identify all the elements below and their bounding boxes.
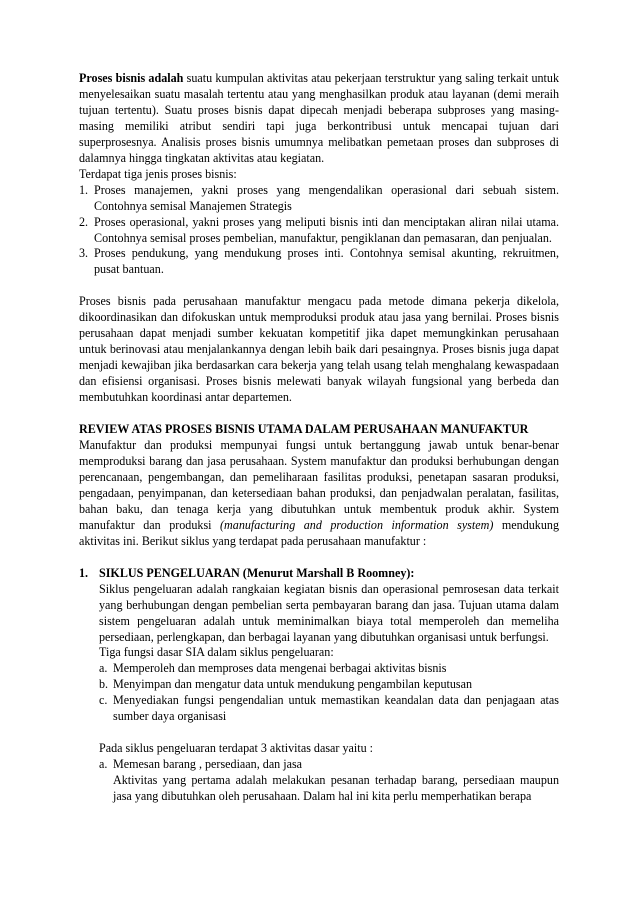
function-text: Menyimpan dan mengatur data untuk mendukung pengambilan keputusan: [113, 677, 473, 692]
section-paragraph: Siklus pengeluaran adalah rangkaian kegiatan bisnis dan operasional pemrosesan data terkait yang berhubungan dengan pembelian serta pembayaran barang dan jasa. Tujuan utama dalam sistem pengeluaran adalah untuk meminimalkan biaya total memperoleh dan memeliha persediaan, perlengkapan, dan berbagai layanan yang dibutuhkan organisasi untuk berfungsi.: [99, 581, 559, 644]
function-item: [99, 661, 559, 677]
activity-letter: a.: [99, 757, 108, 772]
section-number: 1.: [79, 565, 89, 580]
intro-bold-lead: Proses bisnis adalah: [79, 71, 184, 85]
function-item: [99, 677, 559, 693]
function-text: Menyediakan fungsi pengendalian untuk memastikan keandalan data dan penjagaan atas sumber daya organisasi: [113, 693, 559, 724]
activity-item: [99, 757, 559, 773]
activity-title: Memesan barang , persediaan, dan jasa: [113, 757, 303, 772]
function-item: [99, 693, 559, 725]
intro-paragraph: [79, 71, 559, 167]
list-number: 1.: [79, 182, 89, 197]
function-letter: c.: [99, 693, 108, 708]
manufacturing-paragraph: Proses bisnis pada perusahaan manufaktur mengacu pada metode dimana pekerja dikelola, dikoordinasikan dan difokuskan untuk memproduksi produk atau jasa yang bernilai. Proses bisnis perusahaan dapat menjadi sumber kekuatan kompetitif jika dapet memungkinkan perusahaan untuk berinovasi atau menjalankannya dengan lebih baik dari pesaingnya. Proses bisnis juga dapat menjadi kewajiban jika berdasarkan cara bekerja yang telah usang telah menghalang kewaspadaan dan efisiensi organisasi. Proses bisnis melewati banyak wilayah fungsional yang berbeda dan membutuhkan koordinasi antar departemen.: [79, 294, 559, 405]
list-number: 2.: [79, 214, 89, 229]
section-body: [79, 582, 559, 805]
list-text: Proses pendukung, yang mendukung proses inti. Contohnya semisal akunting, rekruitmen, pusat bantuan.: [94, 246, 559, 277]
list-number: 3.: [79, 246, 89, 261]
review-text-a: Manufaktur dan produksi mempunyai fungsi untuk bertanggung jawab untuk benar-benar memproduksi barang dan jasa perusahaan. System manufaktur dan produksi berhubungan dengan perencanaan, pengembangan, dan pemeliharaan fasilitas produksi, penetapan sasaran produksi, pengadaan, penyimpanan, dan ketersediaan bahan produksi, dan penjadwalan peralatan, fasilitas, bahan baku, dan tenaga kerja yang dibutuhkan untuk membentuk produk akhir. System manufaktur dan produksi: [79, 438, 559, 532]
list-text: Proses operasional, yakni proses yang meliputi bisnis inti dan menciptakan aliran nilai utama. Contohnya semisal proses pembelian, manufaktur, pengiklanan dan pemasaran, dan penjualan.: [94, 214, 559, 245]
list-item: [79, 246, 559, 278]
function-text: Memperoleh dan memproses data mengenai berbagai aktivitas bisnis: [113, 661, 447, 676]
functions-intro: Tiga fungsi dasar SIA dalam siklus pengeluaran:: [99, 645, 334, 660]
section-title: SIKLUS PENGELUARAN (Menurut Marshall B Roomney):: [99, 565, 415, 580]
list-item: [79, 215, 559, 247]
list-intro: Terdapat tiga jenis proses bisnis:: [79, 166, 237, 181]
activity-text: Aktivitas yang pertama adalah melakukan pesanan terhadap barang, persediaan maupun jasa yang dibutuhkan oleh perusahaan. Dalam hal ini kita perlu memperhatikan berapa: [113, 773, 559, 804]
review-heading: REVIEW ATAS PROSES BISNIS UTAMA DALAM PERUSAHAAN MANUFAKTUR: [79, 422, 529, 437]
review-paragraph: [79, 438, 559, 550]
list-item: [79, 183, 559, 215]
function-letter: a.: [99, 661, 108, 676]
review-text-b: mendukung aktivitas ini. Berikut siklus yang terdapat pada perusahaan manufaktur :: [79, 517, 559, 548]
intro-text: suatu kumpulan aktivitas atau pekerjaan terstruktur yang saling terkait untuk menyelesaikan suatu masalah tertentu atau yang menghasilkan produk atau layanan (demi meraih tujuan tertentu). Suatu proses bisnis dapat dipecah menjadi beberapa subproses yang masing-masing memiliki atribut sendiri tapi juga berkontribusi untuk mencapai tujuan dari superprosesnya. Analisis proses bisnis umumnya melibatkan pemetaan proses dan subproses di dalamnya hingga tingkatan aktivitas atau kegiatan.: [79, 71, 559, 165]
section-heading: [79, 566, 559, 582]
activities-intro: Pada siklus pengeluaran terdapat 3 aktivitas dasar yaitu :: [99, 741, 374, 756]
list-text: Proses manajemen, yakni proses yang mengendalikan operasional dari sebuah sistem. Contohnya semisal Manajemen Strategis: [94, 182, 559, 213]
review-text-italic: (manufacturing and production information system): [220, 517, 494, 532]
function-letter: b.: [99, 677, 109, 692]
